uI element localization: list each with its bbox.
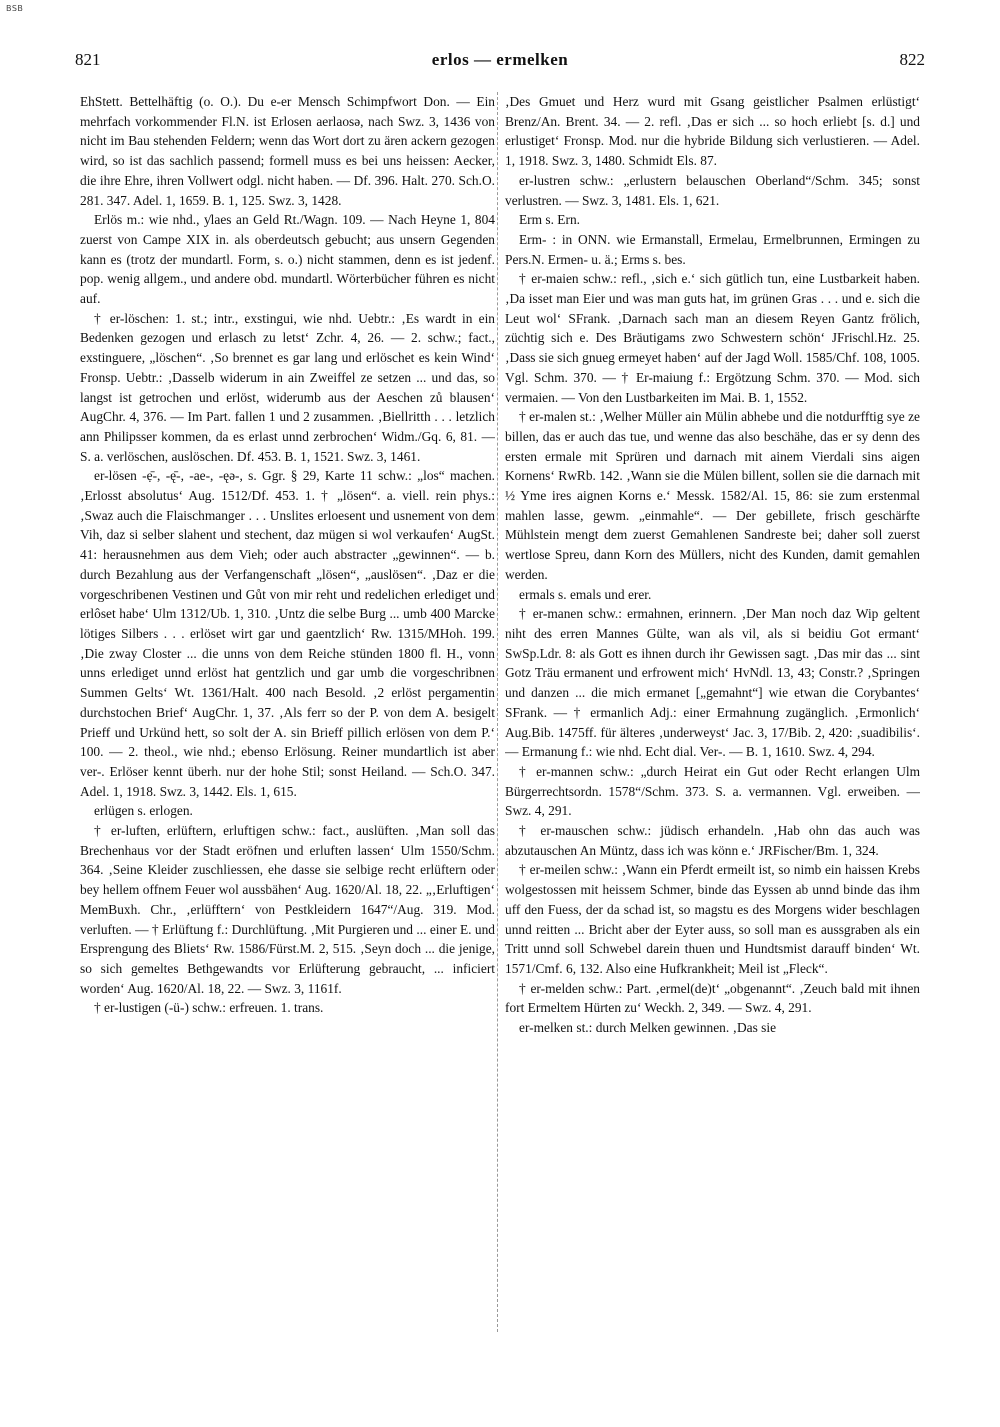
entry-erlos-cont: EhStett. Bettelhäftig (o. O.). Du e-er Mensch Schimpfwort Don. — Ein mehrfach vorkommender Fl.N. ist Erlosen aerlaosə, nach Swz. 3, 1436 von nicht im Bau stehenden Feldern; wenn das Wort dort zu ären ackern gezogen wird, so ist das sachlich passend; formell muss es bei uns heissen: Aecker, die ihre Ehre, ihren Vollwert odgl. nicht haben. — Df. 396. Halt. 270. Sch.O. 281. 347. Adel. 1, 1659. B. 1, 125. Swz. 3, 1428. [80,94,495,208]
entry-er-mauschen: † er-mauschen schw.: jüdisch erhandeln. ‚Hab ohn das auch was abzutauschen An Müntz, dass ich was könn e.‘ JRFischer/Bm. 1, 324. [505,823,920,858]
entry-er-loeschen: † er-löschen: 1. st.; intr., exstingui, wie nhd. Uebtr.: ‚Es wardt in ein Bedenken gezogen und erlasch zu letst‘ Zchr. 4, 26. — 2. schw.; fact., exstinguere, „löschen“. ‚So brennet es gar lang und erlöschet es kein Wind‘ Fronsp. Uebtr.: ‚Dasselb widerum in ain Zweiffel ze setzen ... und das, so langst ist getrochen und erlöst, widerumb aus der Aeschen zů blausen‘ AugChr. 4, 376. — Im Part. fallen 1 und 2 zusammen. ‚Biellritth . . . letzlich ann Philipsser kommen, da es erlast unnd zerbrochen‘ Widm./Gq. 6, 81. — S. a. verlöschen, auslöschen. Df. 453. B. 1, 1521. Swz. 3, 1461. [80,310,495,464]
page-header [75,50,925,78]
entry-er-meilen: † er-meilen schw.: ‚Wann ein Pferdt ermeilt ist, so nimb ein haissen Krebs wolgestossen mit heissem Schmer, binde das Eyssen ab unnd binde das ihm uff den Fuess, der da schad ist, so magstu es des Morgens wider beschlagen unnd reitten ... Bricht aber der Eyter auss, so soll man es aussgraben als ein Tritt unnd soll Schwebel darein thuen und Hundtsmist darauff binden‘ Wt. 1571/Cmf. 6, 132. Also eine Hufkrankheit; Meil ist „Fleck“. [505,862,920,976]
entry-er-malen: † er-malen st.: ‚Welher Müller ain Mülin abhebe und die notdurfftig sye ze billen, das er auch das tue, und wenne das also beschähe, das er sy denn des ersten ermale mit Sprüren und darnach mit ainem Vierdali sins aigen Kornens‘ RwRb. 142. ‚Wann sie die Mülen billent, sollen sie die darnach mit ½ Yme ires aignen Korns e.‘ Messk. 1582/Al. 15, 86: sie zum erstenmal mahlen lasse, gewm. „einmahle“. — Der gebillete, frisch geschärfte Mühlstein mengt dem zuerst Gemahlenen Sandreste bei; daher soll zuerst wertlose Spreu, dann Korn des Müllers, nicht des Kunden, damit gemahlen werden. [505,409,920,582]
entry-er-luften: † er-luften, erlüftern, erluftigen schw.: fact., auslüften. ‚Man soll das Brechenhaus vor der Stadt eröfnen und erluften lassen‘ Ulm 1550/Schm. 364. ‚Seine Kleider zuschliessen, ehe dasse sie selbige recht erlüftern oder bey hellem offnem Feuer wol aussbähen‘ Aug. 1620/Al. 18, 22. „‚Erluftigen‘ MemBuxh. Chr., ‚erlüfftern‘ von Pestkleidern 1647“/Aug. 319. Mod. verluften. — † Erlüftung f.: Durchlüftung. ‚Mit Purgieren und ... einer E. und Ersprengung des Bliets‘ Rw. 1586/Fürst.M. 2, 515. ‚Seyn doch ... die jenige, so sich gemeltes Bethgewandts vor Erlüfterung gebraucht, ... inficiert worden‘ Aug. 1620/Al. 18, 22. — Swz. 3, 1161f. [80,823,495,996]
entry-er-melden: † er-melden schw.: Part. ‚ermel(de)t‘ „obgenannt“. ‚Zeuch bald mit ihnen fort Ermeltem Hürten zu‘ Weckh. 2, 349. — Swz. 4, 291. [505,980,920,1016]
page-number-left: 821 [75,50,101,69]
entry-er-loesen: er-lösen -ẹ̄-, -ę̄-, -ae-, -ęə-, s. Ggr. § 29, Karte 11 schw.: „los“ machen. ‚Erlosst absolutus‘ Aug. 1512/Df. 453. 1. † „lösen“. a. viell. rein phys.: ‚Swaz auch die Flaischmanger . . . Unslites erloesent und usnement von dem Vih, daz si selber slahent und stechent, daz mügen si wol verkaufen‘ AugSt. 41: herausnehmen aus dem Vieh; oder auch abstracter „gewinnen“. — b. durch Bezahlung aus der Verfangenschaft „lösen“, „auslösen“. ‚Daz er die vorgeschribenen Vestinen und Gůt von mir reht und redelichen erlediget und erlôset habe‘ Ulm 1312/Ub. 1, 310. ‚Untz die selbe Burg ... umb 400 Marcke lötiges Silbers . . . erlöset wirt gar und gaentzlich‘ Rw. 1315/MHoh. 199. ‚Die zway Closter ... die unns von dem Reiche stünden 1800 fl. H., vonn unns erlediget unnd erlöst hat gentzlich und gar umb die vorgeschribnen Summen Gelts‘ Wt. 1361/Halt. 400 nach Besold. ‚2 erlöst pergamentin durchstochen Brief‘ AugChr. 1, 37. ‚Als ferr so der P. von dem A. besigelt Prieff und Urkünd hett, so solt der A. sin Brieff pillich erlösen von dem P.‘ 100. — 2. theol., wie nhd.; ebenso Erlösung. Reiner mundartlich ist aber ver-. Erlöser kennt überh. nur der hohe Stil; sonst Heiland. — Sch.O. 347. Adel. 1, 1918. Swz. 3, 1442. Els. 1, 615. [80,468,495,799]
running-title: erlos — ermelken [431,50,569,69]
right-column [505,92,920,1038]
entry-ermals: ermals s. emals und erer. [519,586,652,602]
library-stamp: BSB [6,4,24,13]
left-column [80,92,495,1018]
page-number-right: 822 [899,50,925,69]
entry-erm: Erm s. Ern. [519,212,580,228]
entry-er-mannen: † er-mannen schw.: „durch Heirat ein Gut oder Recht erlangen Ulm Bürgerrechtsordn. 1578“/Schm. 373. S. a. vermannen. Vgl. erweiben. — Swz. 4, 291. [505,763,920,819]
entry-er-lustigen-cont: ‚Des Gmuet und Herz wurd mit Gsang geistlicher Psalmen erlüstigt‘ Brenz/An. Brent. 34. — 2. refl. ‚Das er sich ... so hoch erliebt [s. d.] und erlustiget‘ Fronsp. Mod. nur die hybride Bildung sich verlustieren. — Adel. 1, 1918. Swz. 3, 1480. Schmidt Els. 87. [505,94,920,169]
entry-erloes: Erlös m.: wie nhd., ƴlaes an Geld Rt./Wagn. 109. — Nach Heyne 1, 804 zuerst von Campe XIX in. als oberdeutsch gebucht; aus unsern Gegenden kann es (trotz der mundartl. Form, s. o.) nicht stammen, denn es ist jedenf. pop. wenig allgem., und andere obd. mundartl. Wörterbücher führen es nicht auf. [80,212,495,307]
column-divider [497,92,498,1332]
entry-er-manen: † er-manen schw.: ermahnen, erinnern. ‚Der Man noch daz Wip geltent niht des erren Mannes Gülte, wan als vil, als si beidiu Got ermant‘ SwSp.Ldr. 8: als Gott es ihnen durch ihr Gewissen sagt. ‚Das mir das ... sint Gotz Träu ermanent und erfrowent mich‘ HvNdl. 13, 43; Constr.? ‚Springen und danzen ... die mich ermanet [„gemahnt“] wie etwan die Corybantes‘ SFrank. — † ermanlich Adj.: einer Ermahnung zugänglich. ‚Ermonlich‘ Aug.Bib. 1475ff. für älteres ‚underweyst‘ Jac. 3, 17/Bib. 2, 420: ‚suadibilis‘. — Ermanung f.: wie nhd. Echt dial. Ver-. — B. 1, 1610. Swz. 4, 294. [505,606,920,760]
entry-er-lustren: er-lustren schw.: „erlustern belauschen Oberland“/Schm. 345; sonst verlustren. — Swz. 3, 1481. Els. 1, 621. [505,172,920,208]
entry-er-maien: † er-maien schw.: refl., ‚sich e.‘ sich gütlich tun, eine Lustbarkeit haben. ‚Da isset man Eier und was man guts hat, im grünen Gras . . . und e. sich die Leut wol‘ SFrank. ‚Darnach sach man an diesem Reyen Gantz frölich, züchtig sich e. Des Bräutigams zwo Schwestern schön‘ JFrischl.Hz. 25. ‚Dass sie sich gnueg ermeyet haben‘ auf der Jagd Woll. 1585/Chf. 108, 1005. Vgl. Schm. 370. — † Er-maiung f.: Ergötzung Schm. 370. — Mod. sich vermaien. — Von den Lustbarkeiten im Mai. B. 1, 1552. [505,271,920,405]
entry-erm-prefix: Erm- : in ONN. wie Ermanstall, Ermelau, Ermelbrunnen, Ermingen zu Pers.N. Ermen- u. ä.; Erms s. bes. [505,231,920,267]
entry-erluegen: erlügen s. erlogen. [94,803,193,819]
entry-er-lustigen: † er-lustigen (-ü-) schw.: erfreuen. 1. trans. [94,1000,324,1016]
entry-er-melken: er-melken st.: durch Melken gewinnen. ‚Das sie [519,1020,777,1036]
